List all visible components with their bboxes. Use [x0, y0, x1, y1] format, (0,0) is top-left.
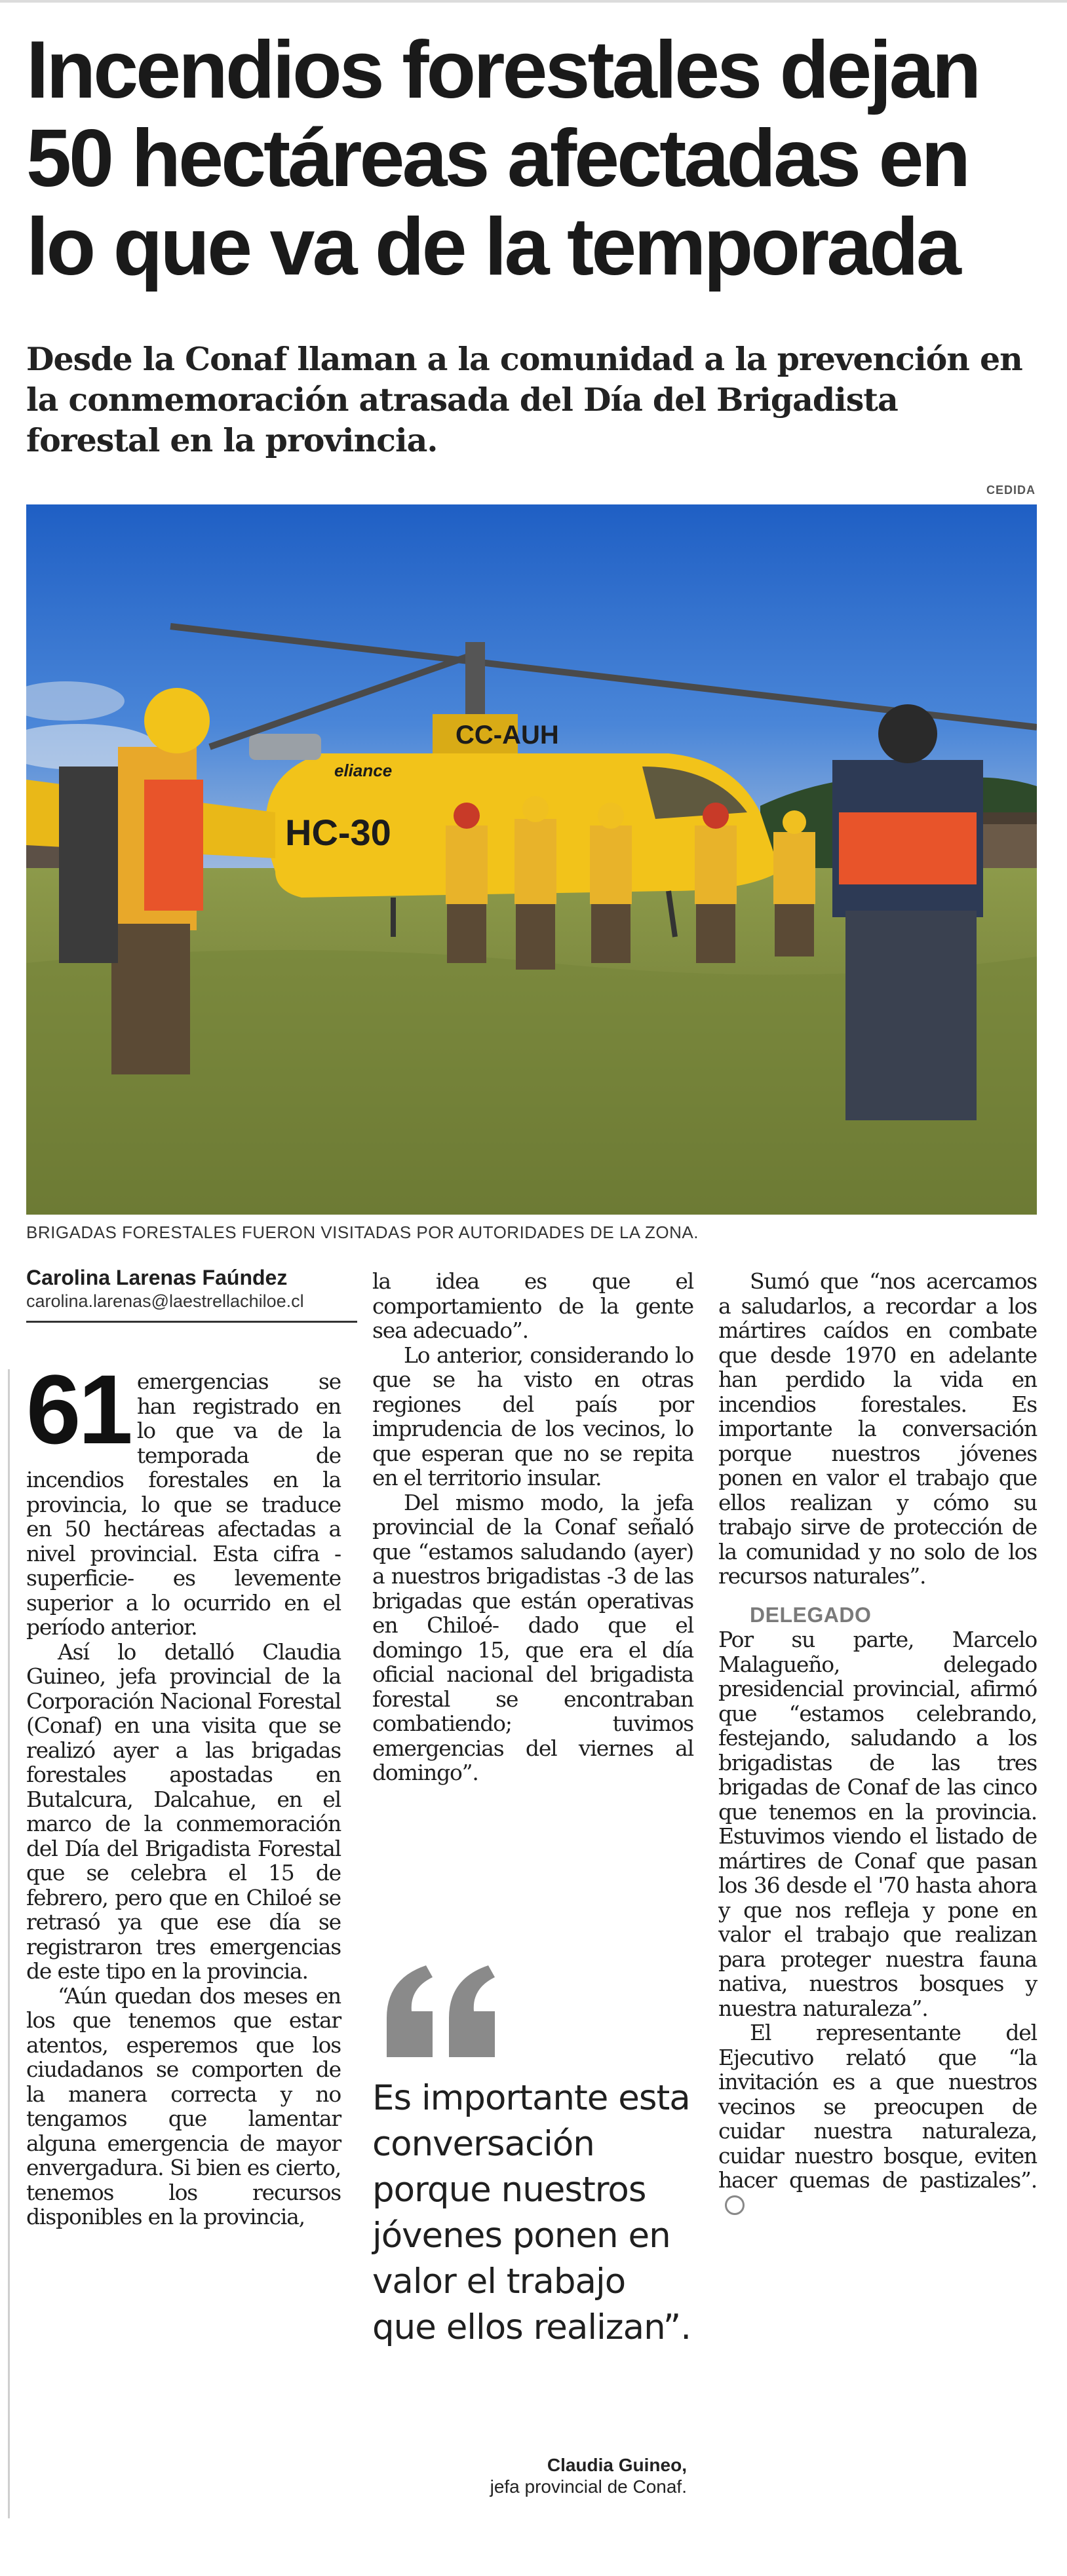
photo-credit: CEDIDA	[986, 483, 1036, 497]
body-text: El representante del Ejecutivo relató que “la invitación es a que nuestros vecinos se preocupen de cuidar nuestra naturaleza, cuidar nuestro bosque, eviten hacer quemas de pastizales”.	[718, 2020, 1037, 2193]
body-paragraph: emergencias se han registrado en lo que va de la temporada de incendios forestales en la provincia, lo que se traduce en 50 hectáreas afectadas a nivel provincial. Esta cifra -superficie- es levemente superior a lo ocurrido en el período anterior.	[26, 1369, 341, 1640]
body-paragraph: Así lo detalló Claudia Guineo, jefa provincial de la Corporación Nacional Forestal (Conaf) en una visita que se realizó ayer a las brigadas forestales apostadas en Butalcura, Dalcahue, en el marco de la conmemoración del Día del Brigadista Forestal que se celebra el 15 de febrero, pero que en Chiloé se retrasó ya que ese día se registraron tres emergencias de este tipo en la provincia.	[26, 1638, 341, 1984]
quote-icon	[380, 1959, 505, 2064]
column-2	[372, 1269, 693, 1785]
left-margin-rule	[8, 1369, 10, 2518]
article-photo	[26, 504, 1037, 1215]
body-paragraph: Por su parte, Marcelo Malagueño, delegado presidencial provincial, afirmó que “estamos celebrando, festejando, saludando a los brigadistas de las tres brigadas de Conaf de las cinco que tenemos en la provincia. Estuvimos viendo el listado de mártires de Conaf que pasan los 36 desde el '70 hasta ahora y que nos refleja y pone en valor el trabajo que realizan para proteger nuestra fauna nativa, nuestros bosques y nuestra naturaleza”.	[718, 1627, 1037, 2021]
author-name: Carolina Larenas Faúndez	[26, 1266, 288, 1289]
author-email[interactable]: carolina.larenas@laestrellachiloe.cl	[26, 1291, 304, 1311]
article-headline: Incendios forestales dejan 50 hectáreas afectadas en lo que va de la temporada	[26, 25, 979, 292]
registration-top: CC-AUH	[456, 721, 559, 749]
body-paragraph: Lo anterior, considerando lo que se ha visto en otras regiones del país por imprudencia de los vecinos, lo que esperan que no se repita en el territorio insular.	[372, 1342, 693, 1490]
body-paragraph: “Aún quedan dos meses en los que tenemos que estar atentos, esperemos que los ciudadanos se comporten de la manera correcta y no tengamos que lamentar alguna emergencia de mayor envergadura. Si bien es cierto, tenemos los recursos disponibles en la provincia,	[26, 1982, 341, 2229]
body-paragraph: Del mismo modo, la jefa provincial de la Conaf señaló que “estamos saludando (ayer) a nuestros brigadistas -3 de las brigadas que están operativas en Chiloé- dado que el domingo 15, que era el día oficial nacional del brigadista forestal se encontraban combatiendo; tuvimos emergencias del viernes al domingo”.	[372, 1489, 693, 1785]
quote-author-name: Claudia Guineo,	[547, 2455, 687, 2475]
pull-quote-attribution	[372, 2454, 687, 2497]
column-3	[718, 1269, 1037, 2217]
body-paragraph	[718, 2020, 1037, 2217]
top-rule	[0, 0, 1067, 3]
section-subtitle: DELEGADO	[750, 1602, 872, 1627]
pull-quote-text: Es importante esta conversación porque nuestros jóvenes ponen en valor el trabajo que ellos realizan”.	[372, 2078, 691, 2347]
column-1	[26, 1354, 341, 2229]
dropcap-number: 61	[26, 1354, 130, 1464]
author-byline	[26, 1266, 354, 1312]
article-subhead: Desde la Conaf llaman a la comunidad a la prevención en la conmemoración atrasada del Día del Brigadista forestal en la provincia.	[26, 340, 1022, 459]
body-paragraph: Sumó que “nos acercamos a saludarlos, a recordar a los mártires caídos en combate que desde 1970 en adelante han perdido la vida en incendios forestales. Es importante la conversación porque nuestros jóvenes ponen en valor el trabajo que ellos realizan y cómo su trabajo sirve de protección de la comunidad y no solo de los recursos naturales”.	[718, 1268, 1037, 1589]
end-circle-icon	[725, 2195, 745, 2215]
helicopter-brand: eliance	[334, 761, 393, 780]
body-paragraph: la idea es que el comportamiento de la gente sea adecuado”.	[372, 1268, 693, 1343]
byline-rule	[26, 1321, 357, 1323]
quote-author-role: jefa provincial de Conaf.	[490, 2476, 687, 2497]
registration-side: HC-30	[285, 812, 391, 853]
photo-caption: BRIGADAS FORESTALES FUERON VISITADAS POR AUTORIDADES DE LA ZONA.	[26, 1222, 699, 1242]
